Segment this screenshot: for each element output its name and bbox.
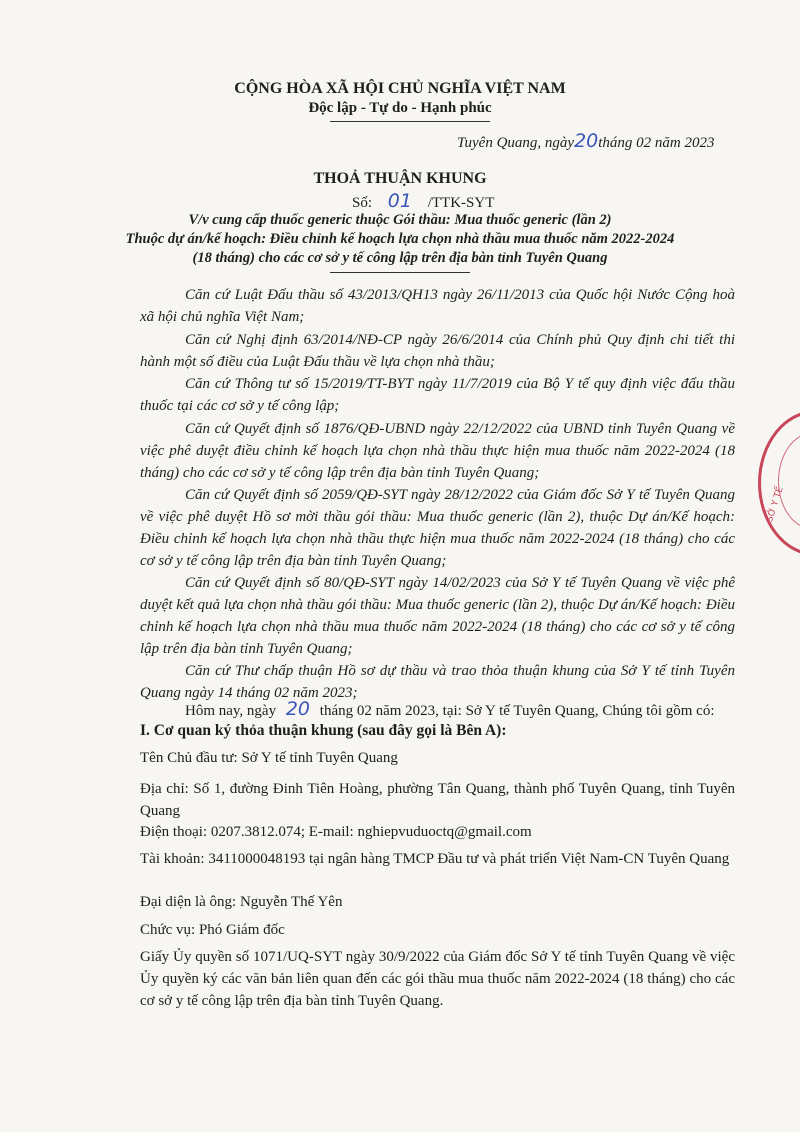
meeting-statement: [185, 698, 715, 720]
subject-line-3: (18 tháng) cho các cơ sở y tế công lập trên địa bàn tỉnh Tuyên Quang: [192, 250, 608, 266]
date-prefix: Tuyên Quang, ngày: [457, 135, 575, 151]
issue-date: [457, 130, 715, 152]
party-a-owner: Tên Chủ đầu tư: Sở Y tế tỉnh Tuyên Quang: [140, 750, 398, 766]
motto: Độc lập - Tự do - Hạnh phúc: [308, 100, 492, 116]
party-a-account: Tài khoản: 3411000048193 tại ngân hàng TMCP Đầu tư và phát triển Việt Nam-CN Tuyên Quang: [140, 851, 730, 867]
legal-basis-5: Căn cứ Quyết định số 2059/QĐ-SYT ngày 28/12/2022 của Giám đốc Sở Y tế Tuyên Quang về việc phê duyệt Hồ sơ mời thầu gói thầu: Mua thuốc generic (lần 2), thuộc Dự án/Kế hoạch: Điều chỉnh kế hoạch lựa chọn nhà thầu thực hiện mua thuốc năm 2022-2024 (18 tháng) cho các cơ sở y tế công lập trên địa bàn tỉnh Tuyên Quang;: [140, 487, 735, 569]
today-prefix: Hôm nay, ngày: [185, 703, 277, 719]
party-a-representative: Đại diện là ông: Nguyễn Thế Yên: [140, 894, 343, 910]
title-underline: [330, 272, 470, 273]
seal-text: SỞ Y TẾ: [764, 485, 786, 524]
subject-line-1: V/v cung cấp thuốc generic thuộc Gói thầu: Mua thuốc generic (lần 2): [188, 212, 612, 228]
party-a-position: Chức vụ: Phó Giám đốc: [140, 922, 285, 938]
legal-basis-2: Căn cứ Nghị định 63/2014/NĐ-CP ngày 26/6/2014 của Chính phủ Quy định chi tiết thi hành một số điều của Luật Đấu thầu về lựa chọn nhà thầu;: [140, 332, 735, 370]
party-a-authorization: Giấy Ủy quyền số 1071/UQ-SYT ngày 30/9/2022 của Giám đốc Sở Y tế tỉnh Tuyên Quang về việc Ủy quyền ký các văn bản liên quan đến các gói thầu mua thuốc năm 2022-2024 (18 tháng) cho các cơ sở y tế công lập trên địa bàn tỉnh Tuyên Quang.: [140, 949, 735, 1009]
legal-basis-6: Căn cứ Quyết định số 80/QĐ-SYT ngày 14/02/2023 của Sở Y tế Tuyên Quang về việc phê duyệt kết quả lựa chọn nhà thầu gói thầu: Mua thuốc generic (lần 2), thuộc Dự án/Kế hoạch: Điều chỉnh kế hoạch lựa chọn nhà thầu mua thuốc năm 2022-2024 (18 tháng) cho các cơ sở y tế công lập trên địa bàn tỉnh Tuyên Quang;: [140, 575, 735, 657]
subject-line-2: Thuộc dự án/kế hoạch: Điều chỉnh kế hoạch lựa chọn nhà thầu mua thuốc năm 2022-2024: [125, 231, 675, 247]
document-number: [352, 190, 494, 212]
motto-underline: [330, 121, 490, 122]
party-a-address: Địa chỉ: Số 1, đường Đinh Tiên Hoàng, phường Tân Quang, thành phố Tuyên Quang, tỉnh Tuyên Quang: [140, 781, 735, 819]
country-heading: CỘNG HÒA XÃ HỘI CHỦ NGHĨA VIỆT NAM: [234, 80, 566, 97]
today-day-handwritten: 20: [285, 698, 311, 720]
legal-basis-3: Căn cứ Thông tư số 15/2019/TT-BYT ngày 11/7/2019 của Bộ Y tế quy định việc đấu thầu thuốc tại các cơ sở y tế công lập;: [140, 376, 735, 414]
date-day-handwritten: 20: [574, 130, 599, 152]
today-suffix: tháng 02 năm 2023, tại: Sở Y tế Tuyên Quang, Chúng tôi gồm có:: [319, 703, 715, 719]
legal-basis-7: Căn cứ Thư chấp thuận Hồ sơ dự thầu và trao thỏa thuận khung của Sở Y tế tỉnh Tuyên Quang ngày 14 tháng 02 năm 2023;: [140, 663, 735, 701]
number-handwritten: 01: [387, 190, 412, 212]
date-suffix: tháng 02 năm 2023: [598, 135, 715, 151]
party-a-heading: I. Cơ quan ký thỏa thuận khung (sau đây gọi là Bên A):: [140, 722, 507, 739]
number-prefix: Số:: [352, 195, 373, 211]
legal-basis-4: Căn cứ Quyết định số 1876/QĐ-UBND ngày 22/12/2022 của UBND tỉnh Tuyên Quang về việc phê duyệt điều chỉnh kế hoạch lựa chọn nhà thầu thực hiện mua thuốc năm 2022-2024 (18 tháng) cho các cơ sở y tế công lập trên địa bàn tỉnh Tuyên Quang;: [140, 421, 735, 481]
legal-basis-1: Căn cứ Luật Đấu thầu số 43/2013/QH13 ngày 26/11/2013 của Quốc hội Nước Cộng hoà xã hội chủ nghĩa Việt Nam;: [140, 287, 735, 325]
document-title: THOẢ THUẬN KHUNG: [313, 170, 487, 187]
number-suffix: /TTK-SYT: [427, 195, 495, 211]
party-a-phone: Điện thoại: 0207.3812.074; E-mail: nghiepvuduoctq@gmail.com: [140, 824, 532, 840]
